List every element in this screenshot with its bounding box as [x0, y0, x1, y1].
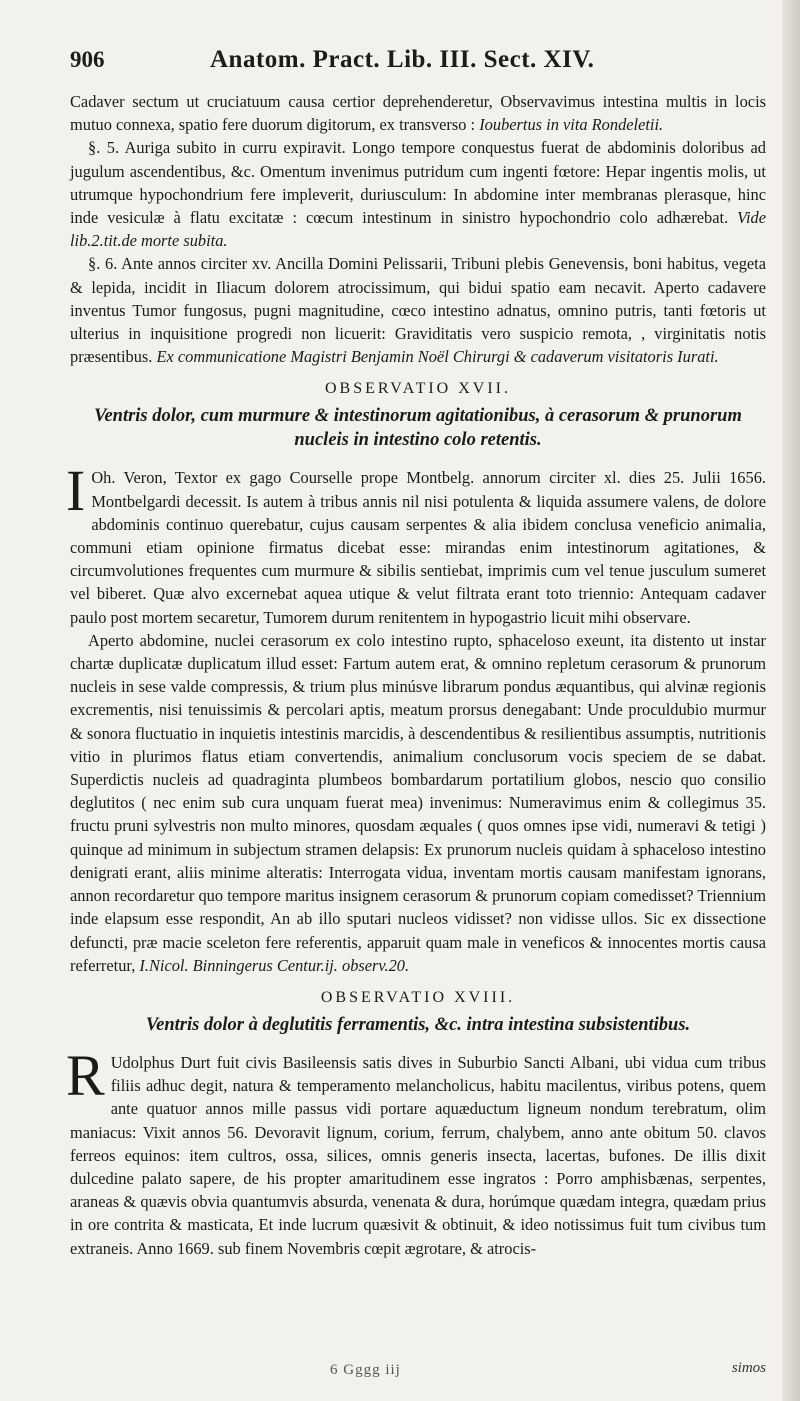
observation-18-title: Ventris dolor à deglutitis ferramentis, &c. intra intestina subsistentibus. — [145, 1014, 691, 1035]
signature-mark: 6 Gggg iij — [330, 1362, 401, 1378]
observation-18-text-1: Udolphus Durt fuit civis Basileensis satis dives in Suburbio Sancti Albani, ubi vidua cum tribus filiis adhuc degit, natura & temperamento melancholicus, habitu macilentus, viribus potens, quem ante quatuor annos mille passus vidi portare aquæductum ligneum nondum terebratum, olim maniacus: Vixit annos 56. Devoravit lignum, corium, ferrum, chalybem, anno ante obitum 50. clavos ferreos equinos: item cultros, ossa, silices, omnis generis insecta, lacertas, bufones. De illis dixit dulcedine palato sapere, de his propter amaritudinem esse ingratos : Porro amphisbænas, serpentes, araneas & quævis obvia quantumvis absurda, venenata & dura, horúmque quædam integra, quædam prius in ore contrita & masticata, Et inde lucrum quæsivit & obtinuit, & ideo notissimus fuit tum civibus tum extraneis. Anno 1669. sub finem Novembris cœpit ægrotare, & atrocis- — [70, 1052, 766, 1258]
page-number: 906 — [70, 47, 105, 72]
observation-17-text-1: Oh. Veron, Textor ex gago Courselle prope Montbelg. annorum circiter xl. dies 25. Julii 1656. Montbelgardi decessit. Is autem à tribus annis nil nisi potulenta & liquida assumere valens, de dolore abdominis continuo querebatur, cujus causam serpentes & alia ibidem conclusa veneficio animalia, communi etiam opinione firmatus dicebat esse: mirandas enim intestinorum agitationes, & circumvolutiones frequentes cum murmure & sibilis sentiebat, imprimis cum vel tenue jusculum sumeret vel biberet. Quæ alvo excernebat aquea utique & velut filtrata erant toto triennio: Antequam cadaver paulo post mortem secaretur, Tumorem durum renitentem in hypogastrio licuit mihi observare. — [70, 468, 766, 627]
running-head: Anatom. Pract. Lib. III. Sect. XIV. — [210, 46, 595, 73]
page-header — [70, 46, 766, 86]
observation-18-heading: OBSERVATIO XVIII. — [320, 988, 516, 1006]
observation-17-title: Ventris dolor, cum murmure & intestinorum agitationibus, à cerasorum & prunorum nucleis in intestino colo retentis. — [94, 406, 742, 451]
observation-17-heading: OBSERVATIO XVII. — [325, 380, 511, 398]
section-5-text: §. 5. Auriga subito in curru expiravit. Longo tempore conquestus fuerat de abdominis doloribus ad jugulum ascendentibus, &c. Omentum invenimus putridum cum ingenti fœtore: Hepar ingentis molis, ut utrumque hypochondrium fere impleverit, duriusculum: In abdomine inter membranas plerasque, hinc inde vesiculæ à flatu excitatæ : cœcum intestinum in sinistro hypochondrio colo adhærebat. — [70, 138, 766, 228]
observation-17-paragraph-1 — [66, 458, 766, 628]
section-6-text: §. 6. Ante annos circiter xv. Ancilla Domini Pelissarii, Tribuni plebis Genevensis, boni habitus, vegeta & lepida, incidit in Iliacum dolorem atrocissimum, qui bidui spatio eam necavit. Aperto cadavere inventus Tumor fungosus, pugni magnitudine, cœco intestino adnatus, omnino putris, tanti fœtoris ut ulterius in inquisitione progredi non licuerit: Graviditatis vero suspicio remota, , virginitatis notis præsentibus. — [70, 254, 766, 367]
section-5-reference: Vide lib.2.tit.de morte subita. — [70, 208, 766, 251]
section-5-paragraph — [70, 136, 766, 252]
catchword: simos — [731, 1360, 766, 1376]
dropcap-letter: I — [66, 458, 86, 524]
page-edge-shadow — [782, 0, 800, 1401]
observation-17-reference: I.Nicol. Binningerus Centur.ij. observ.20. — [139, 955, 410, 975]
intro-text: Cadaver sectum ut cruciatuum causa certior deprehenderetur, Observavimus intestina multis in locis mutuo connexa, spatio fere duorum digitorum, ex transverso : — [70, 92, 766, 135]
observation-18-paragraph-1 — [66, 1042, 766, 1260]
intro-reference: Ioubertus in vita Rondeletii. — [479, 115, 664, 135]
observation-17-paragraph-2 — [70, 629, 766, 977]
section-6-paragraph — [70, 252, 766, 368]
section-6-reference: Ex communicatione Magistri Benjamin Noël Chirurgi & cadaverum visitatoris Iurati. — [156, 347, 719, 367]
observation-17-text-2: Aperto abdomine, nuclei cerasorum ex colo intestino rupto, sphaceloso exeunt, ita distento ut instar chartæ duplicatæ duplicatum illud esset: Fartum autem erat, & omnino repletum cerasorum & prunorum nucleis in sese valde compressis, & trium plus minúsve librarum pondus æquantibus, qui alvinæ regionis excrementis, nisi tenuissimis & percolari aptis, meatum prorsus denegabant: Unde proculdubio murmur & sonora fluctuatio in inquietis intestinis marcidis, à descendentibus & resilientibus assumptis, nutritionis vitio in plurimos flatus etiam convertendis, animalium conclusorum vocis speciem de se dabat. Superdictis nucleis ad quadraginta plumbeos bombardarum portatilium globos, nescio quo consilio deglutitos ( nec enim sub cura unquam fuerat mea) invenimus: Numeravimus enim & collegimus 35. fructu pruni sylvestris non multo minores, quosdam æquales ( quos omnes ipse vidi, numeravi & tetigi ) quinque ad minimum in subjectum stramen delapsis: Ex prunorum nucleis quidam à sphaceloso intestino denigrati erant, aliis minime alteratis: Interrogata vidua, inventam mortis causam manifestam ignorans, annon recordaretur quo tempore maritus insignem cerasorum & prunorum copiam comedisset? Triennium inde elapsum esse respondit, An ab illo sputari nucleos vidisset? non vidisse ullos. Sic ex dissectione defuncti, præ macie sceleton fere referentis, apparuit quam male in veneficos & innocentes mortis causa referretur, — [70, 630, 766, 975]
dropcap-letter: R — [66, 1042, 105, 1108]
intro-paragraph — [70, 90, 766, 136]
